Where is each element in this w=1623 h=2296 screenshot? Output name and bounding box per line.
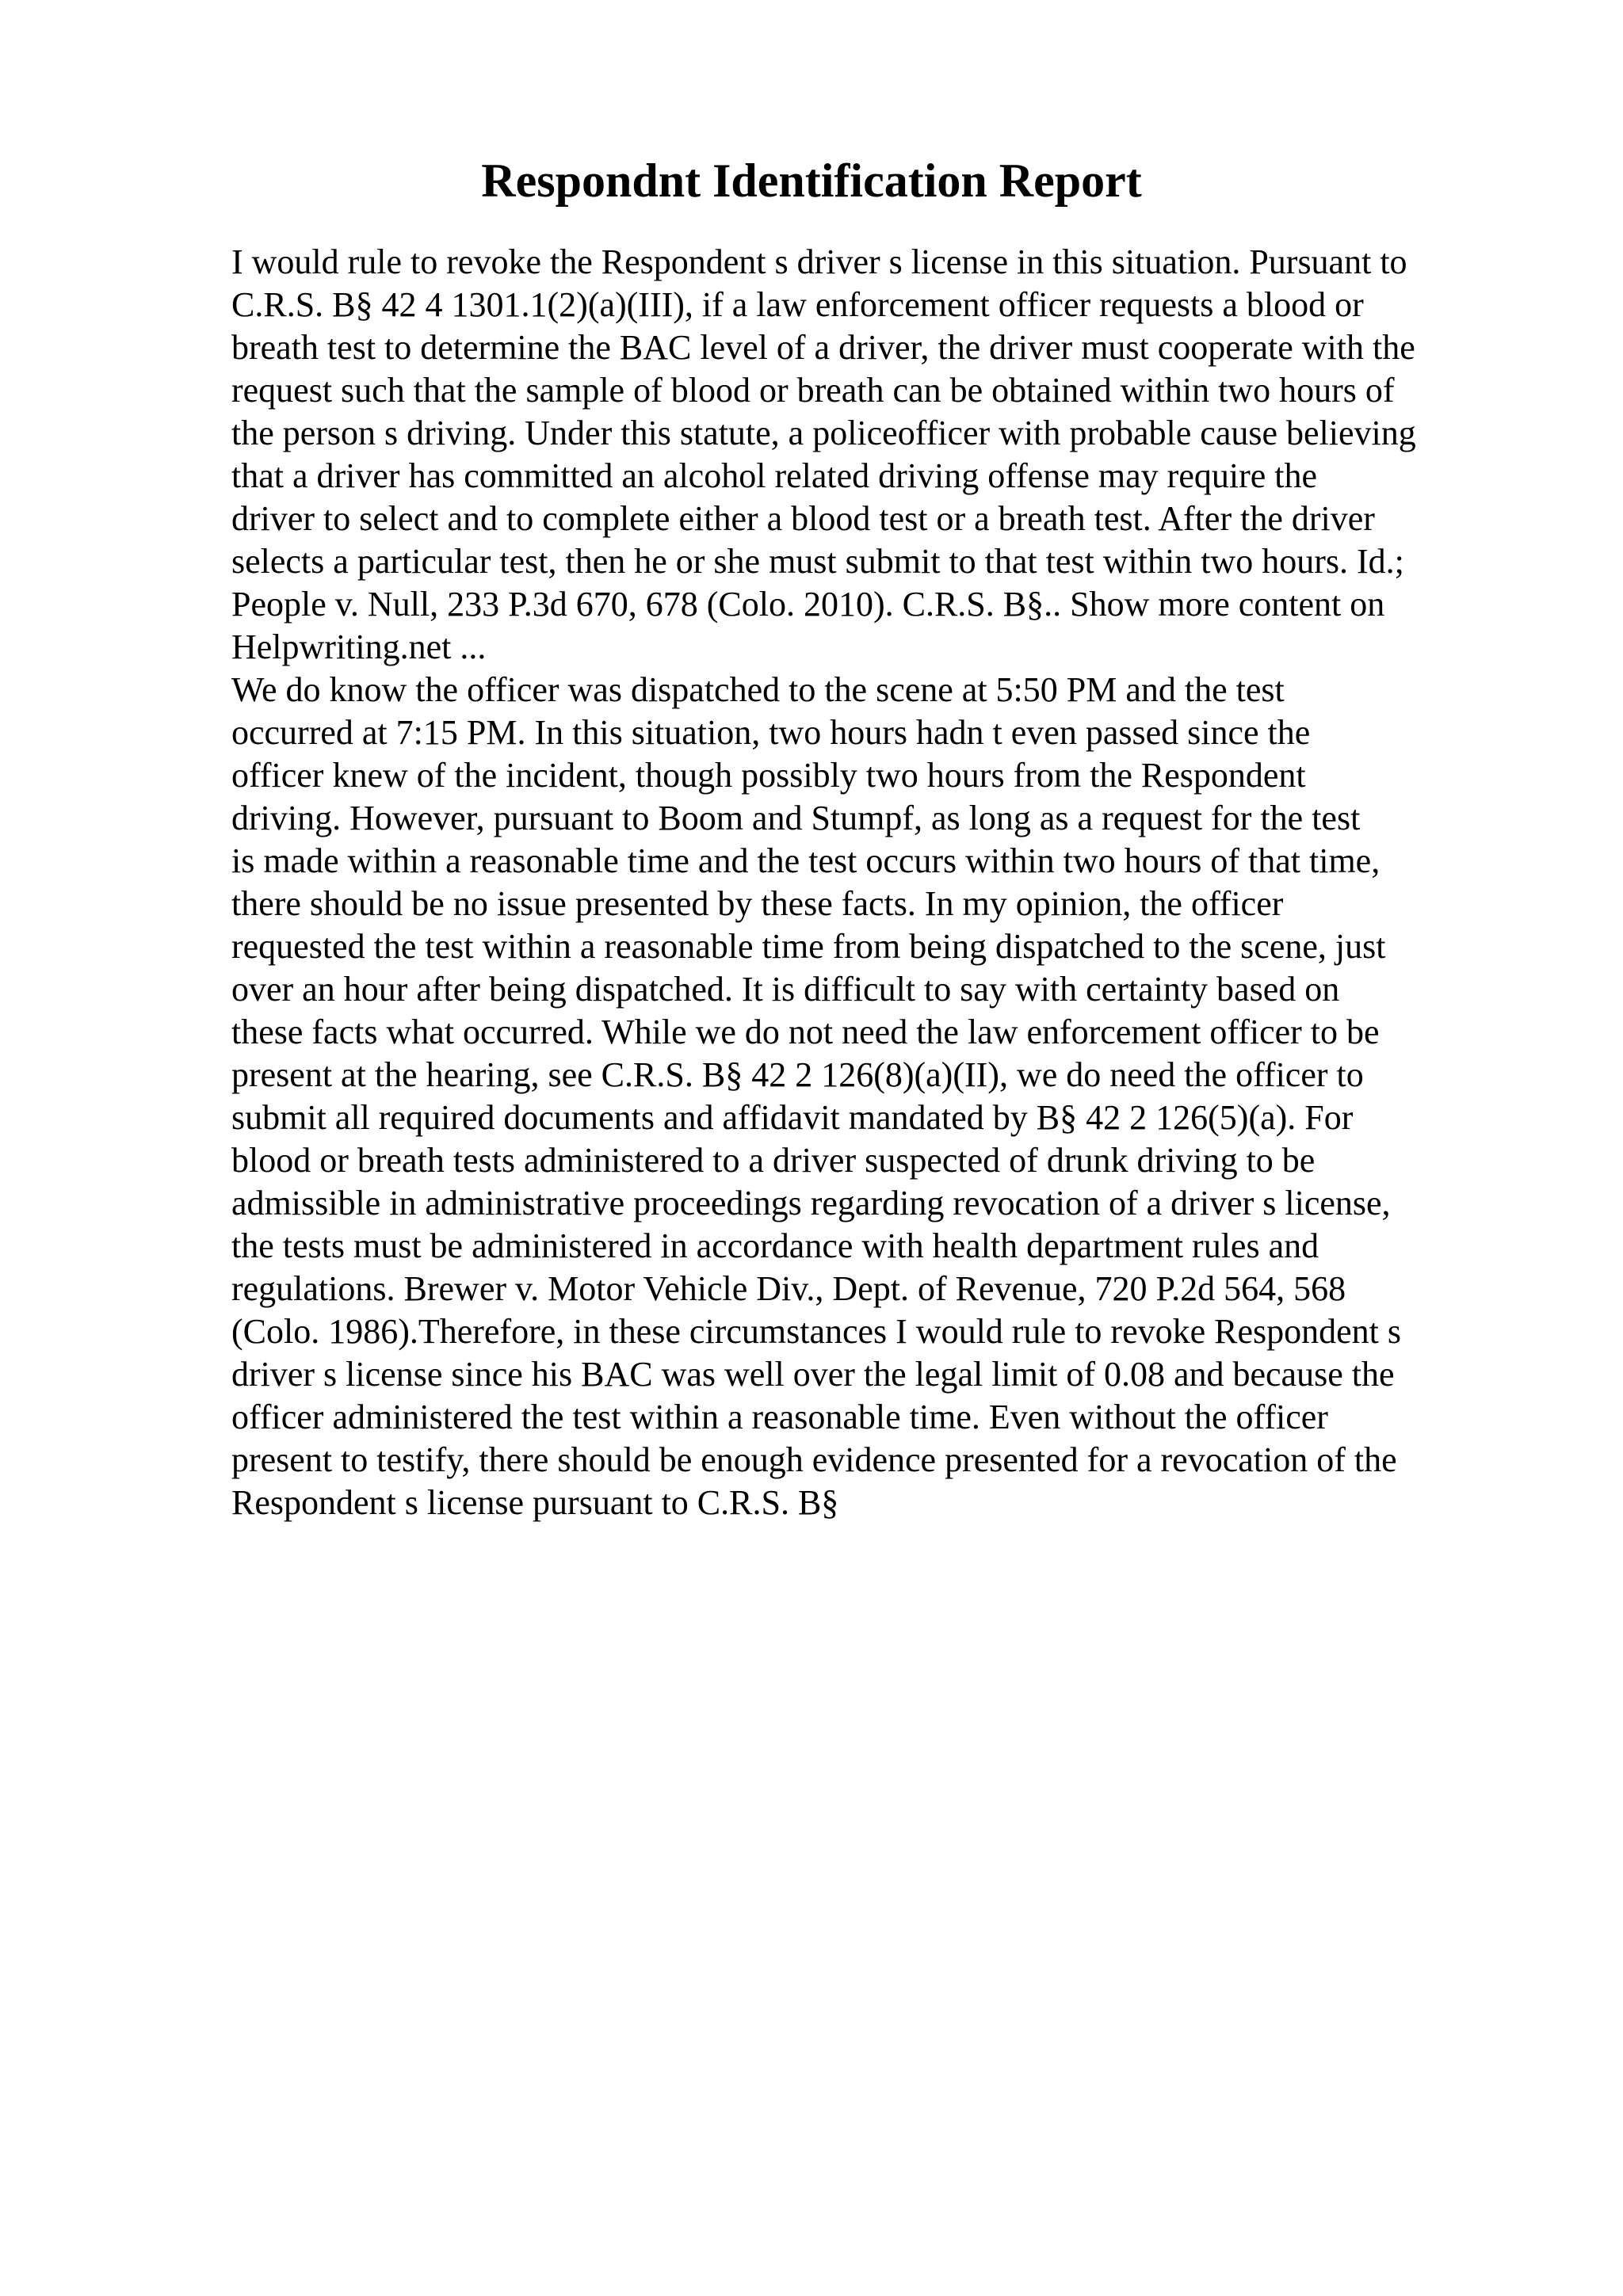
- body-line: blood or breath tests administered to a driver suspected of drunk driving to be: [231, 1141, 1316, 1180]
- page-title: Respondnt Identification Report: [481, 154, 1142, 207]
- body-line: I would rule to revoke the Respondent s driver s license in this situation. Pursuant to: [231, 242, 1407, 281]
- body-line: the tests must be administered in accordance with health department rules and: [231, 1226, 1319, 1265]
- body-line: is made within a reasonable time and the test occurs within two hours of that time,: [231, 841, 1381, 880]
- body-line: the person s driving. Under this statute, a policeofficer with probable cause believing: [231, 414, 1416, 452]
- body-line: there should be no issue presented by these facts. In my opinion, the officer: [231, 884, 1284, 923]
- body-line: Helpwriting.net ...: [231, 627, 487, 666]
- body-line: People v. Null, 233 P.3d 670, 678 (Colo. 2010). C.R.S. B§.. Show more content on: [231, 585, 1385, 624]
- body-line: Respondent s license pursuant to C.R.S. B§: [231, 1483, 839, 1522]
- body-line: officer knew of the incident, though possibly two hours from the Respondent: [231, 756, 1306, 795]
- body-line: officer administered the test within a reasonable time. Even without the officer: [231, 1398, 1328, 1436]
- body-line: request such that the sample of blood or breath can be obtained within two hours of: [231, 371, 1395, 410]
- body-line: these facts what occurred. While we do not need the law enforcement officer to be: [231, 1013, 1380, 1051]
- body-line: admissible in administrative proceedings regarding revocation of a driver s license,: [231, 1184, 1391, 1222]
- document-body: [231, 241, 1499, 1524]
- body-line: driver to select and to complete either a blood test or a breath test. After the driver: [231, 499, 1375, 538]
- body-line: driver s license since his BAC was well over the legal limit of 0.08 and because the: [231, 1355, 1395, 1394]
- body-line: C.R.S. B§ 42 4 1301.1(2)(a)(III), if a law enforcement officer requests a blood or: [231, 285, 1364, 324]
- body-line: regulations. Brewer v. Motor Vehicle Div., Dept. of Revenue, 720 P.2d 564, 568: [231, 1269, 1346, 1308]
- body-line: (Colo. 1986).Therefore, in these circumstances I would rule to revoke Respondent s: [231, 1312, 1402, 1351]
- body-line: over an hour after being dispatched. It is difficult to say with certainty based on: [231, 970, 1340, 1009]
- body-line: present at the hearing, see C.R.S. B§ 42 2 126(8)(a)(II), we do need the officer to: [231, 1055, 1364, 1094]
- body-line: occurred at 7:15 PM. In this situation, two hours hadn t even passed since the: [231, 713, 1311, 752]
- body-line: requested the test within a reasonable time from being dispatched to the scene, just: [231, 927, 1386, 966]
- body-line: breath test to determine the BAC level of a driver, the driver must cooperate with the: [231, 328, 1415, 367]
- body-line: that a driver has committed an alcohol related driving offense may require the: [231, 456, 1318, 495]
- body-line: present to testify, there should be enough evidence presented for a revocation of the: [231, 1440, 1397, 1479]
- body-line: driving. However, pursuant to Boom and Stumpf, as long as a request for the test: [231, 799, 1361, 837]
- body-line: selects a particular test, then he or she must submit to that test within two hours. Id.;: [231, 542, 1404, 581]
- body-line: We do know the officer was dispatched to the scene at 5:50 PM and the test: [231, 670, 1285, 709]
- body-line: submit all required documents and affidavit mandated by B§ 42 2 126(5)(a). For: [231, 1098, 1354, 1137]
